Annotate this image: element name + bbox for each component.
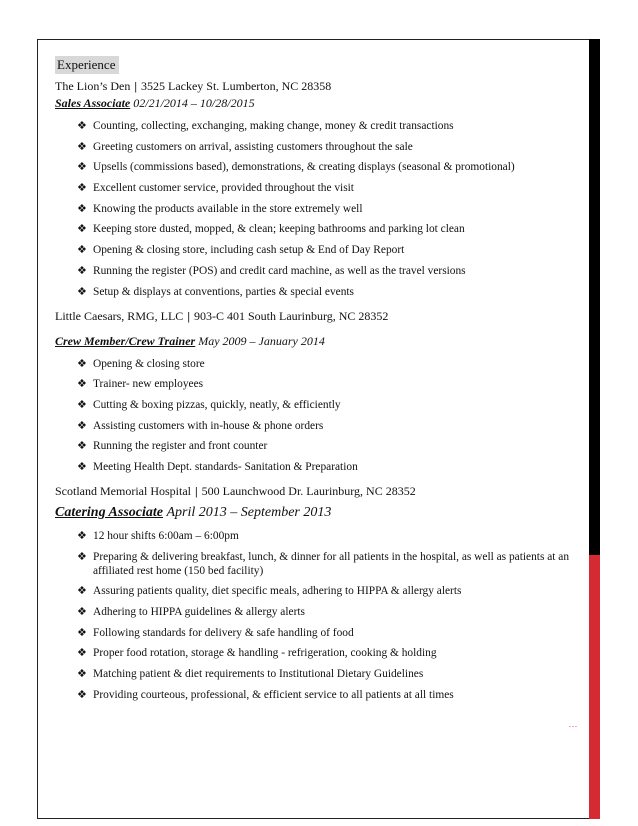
diamond-bullet-icon: ❖ xyxy=(77,119,87,132)
diamond-bullet-icon: ❖ xyxy=(77,605,87,618)
duty-list xyxy=(55,529,585,702)
diamond-bullet-icon: ❖ xyxy=(77,397,87,411)
list-item: ❖ Greeting customers on arrival, assisting customers throughout the sale xyxy=(77,139,413,153)
list-item: ❖ Counting, collecting, exchanging, making change, money & credit transactions xyxy=(77,119,454,132)
list-item: ❖ Providing courteous, professional, & efficient service to all patients at all times xyxy=(77,687,454,701)
diamond-bullet-icon: ❖ xyxy=(77,222,87,236)
diamond-bullet-icon: ❖ xyxy=(77,243,87,257)
diamond-bullet-icon: ❖ xyxy=(77,528,87,542)
decorative-bar-black xyxy=(589,39,600,555)
role-line xyxy=(55,334,585,349)
list-item: ❖ Proper food rotation, storage & handling - refrigeration, cooking & holding xyxy=(77,646,437,660)
list-item: ❖ Preparing & delivering breakfast, lunch, & dinner for all patients in the hospital, as well as patients at an affiliated rest home (150 bed facility) xyxy=(77,549,570,577)
section-heading-experience: Experience xyxy=(55,56,119,74)
list-item: ❖ Assuring patients quality, diet specific meals, adhering to HIPPA & allergy alerts xyxy=(77,584,462,598)
separator: | xyxy=(187,308,190,323)
job-dates: April 2013 – September 2013 xyxy=(166,504,332,520)
list-item: ❖ Meeting Health Dept. standards- Sanitation & Preparation xyxy=(77,459,358,473)
employer-line xyxy=(55,309,585,324)
page-mark: ... xyxy=(569,720,578,729)
list-item: ❖ Opening & closing store, including cash setup & End of Day Report xyxy=(77,243,405,257)
employer-name: The Lion’s Den xyxy=(55,79,131,93)
role-line xyxy=(55,505,585,521)
diamond-bullet-icon: ❖ xyxy=(77,687,87,701)
job-title: Crew Member/Crew Trainer xyxy=(55,333,196,348)
list-item: ❖ Excellent customer service, provided throughout the visit xyxy=(77,181,354,195)
list-item: ❖ 12 hour shifts 6:00am – 6:00pm xyxy=(77,528,239,542)
separator: | xyxy=(134,79,137,93)
diamond-bullet-icon: ❖ xyxy=(77,459,87,473)
list-item: ❖ Upsells (commissions based), demonstrations, & creating displays (seasonal & promotional) xyxy=(77,160,515,174)
job-dates: 02/21/2014 – 10/28/2015 xyxy=(133,96,255,110)
list-item: ❖ Keeping store dusted, mopped, & clean; keeping bathrooms and parking lot clean xyxy=(77,222,465,236)
job-title: Sales Associate xyxy=(55,96,131,110)
list-item: ❖ Following standards for delivery & safe handling of food xyxy=(77,625,354,639)
separator: | xyxy=(194,483,198,498)
duty-list xyxy=(55,119,585,299)
diamond-bullet-icon: ❖ xyxy=(77,181,87,195)
list-item: ❖ Trainer- new employees xyxy=(77,377,204,391)
list-item: ❖ Matching patient & diet requirements to Institutional Dietary Guidelines xyxy=(77,667,424,681)
diamond-bullet-icon: ❖ xyxy=(77,284,87,298)
list-item: ❖ Cutting & boxing pizzas, quickly, neatly, & efficiently xyxy=(77,397,341,411)
diamond-bullet-icon: ❖ xyxy=(77,549,87,563)
employer-address: 3525 Lackey St. Lumberton, NC 28358 xyxy=(140,79,332,93)
list-item: ❖ Opening & closing store xyxy=(77,356,205,370)
list-item: ❖ Running the register and front counter xyxy=(77,439,268,453)
diamond-bullet-icon: ❖ xyxy=(77,201,87,215)
list-item: ❖ Knowing the products available in the store extremely well xyxy=(77,201,363,215)
diamond-bullet-icon: ❖ xyxy=(77,439,87,453)
duty-list xyxy=(55,357,585,474)
diamond-bullet-icon: ❖ xyxy=(77,356,87,370)
employer-name: Scotland Memorial Hospital xyxy=(55,483,191,498)
diamond-bullet-icon: ❖ xyxy=(77,139,87,153)
job-entry xyxy=(55,309,585,474)
diamond-bullet-icon: ❖ xyxy=(77,160,87,174)
list-item: ❖ Assisting customers with in-house & phone orders xyxy=(77,418,324,432)
employer-name: Little Caesars, RMG, LLC xyxy=(55,308,184,323)
job-title: Catering Associate xyxy=(55,504,163,520)
diamond-bullet-icon: ❖ xyxy=(77,625,87,639)
diamond-bullet-icon: ❖ xyxy=(77,584,87,598)
employer-line xyxy=(55,79,585,94)
diamond-bullet-icon: ❖ xyxy=(77,263,87,277)
diamond-bullet-icon: ❖ xyxy=(77,646,87,660)
resume-content xyxy=(55,56,585,712)
job-entry xyxy=(55,484,585,702)
diamond-bullet-icon: ❖ xyxy=(77,377,87,391)
list-item: ❖ Running the register (POS) and credit card machine, as well as the travel versions xyxy=(77,263,466,277)
diamond-bullet-icon: ❖ xyxy=(77,418,87,432)
employer-address: 903-C 401 South Laurinburg, NC 28352 xyxy=(193,308,389,323)
diamond-bullet-icon: ❖ xyxy=(77,667,87,681)
list-item: ❖ Setup & displays at conventions, parties & special events xyxy=(77,284,354,298)
employer-line xyxy=(55,484,585,499)
decorative-bar-red xyxy=(589,555,600,819)
job-entry xyxy=(55,79,585,299)
job-dates: May 2009 – January 2014 xyxy=(198,333,325,348)
employer-address: 500 Launchwood Dr. Laurinburg, NC 28352 xyxy=(201,483,416,498)
list-item: ❖ Adhering to HIPPA guidelines & allergy alerts xyxy=(77,605,305,618)
role-line xyxy=(55,96,585,111)
